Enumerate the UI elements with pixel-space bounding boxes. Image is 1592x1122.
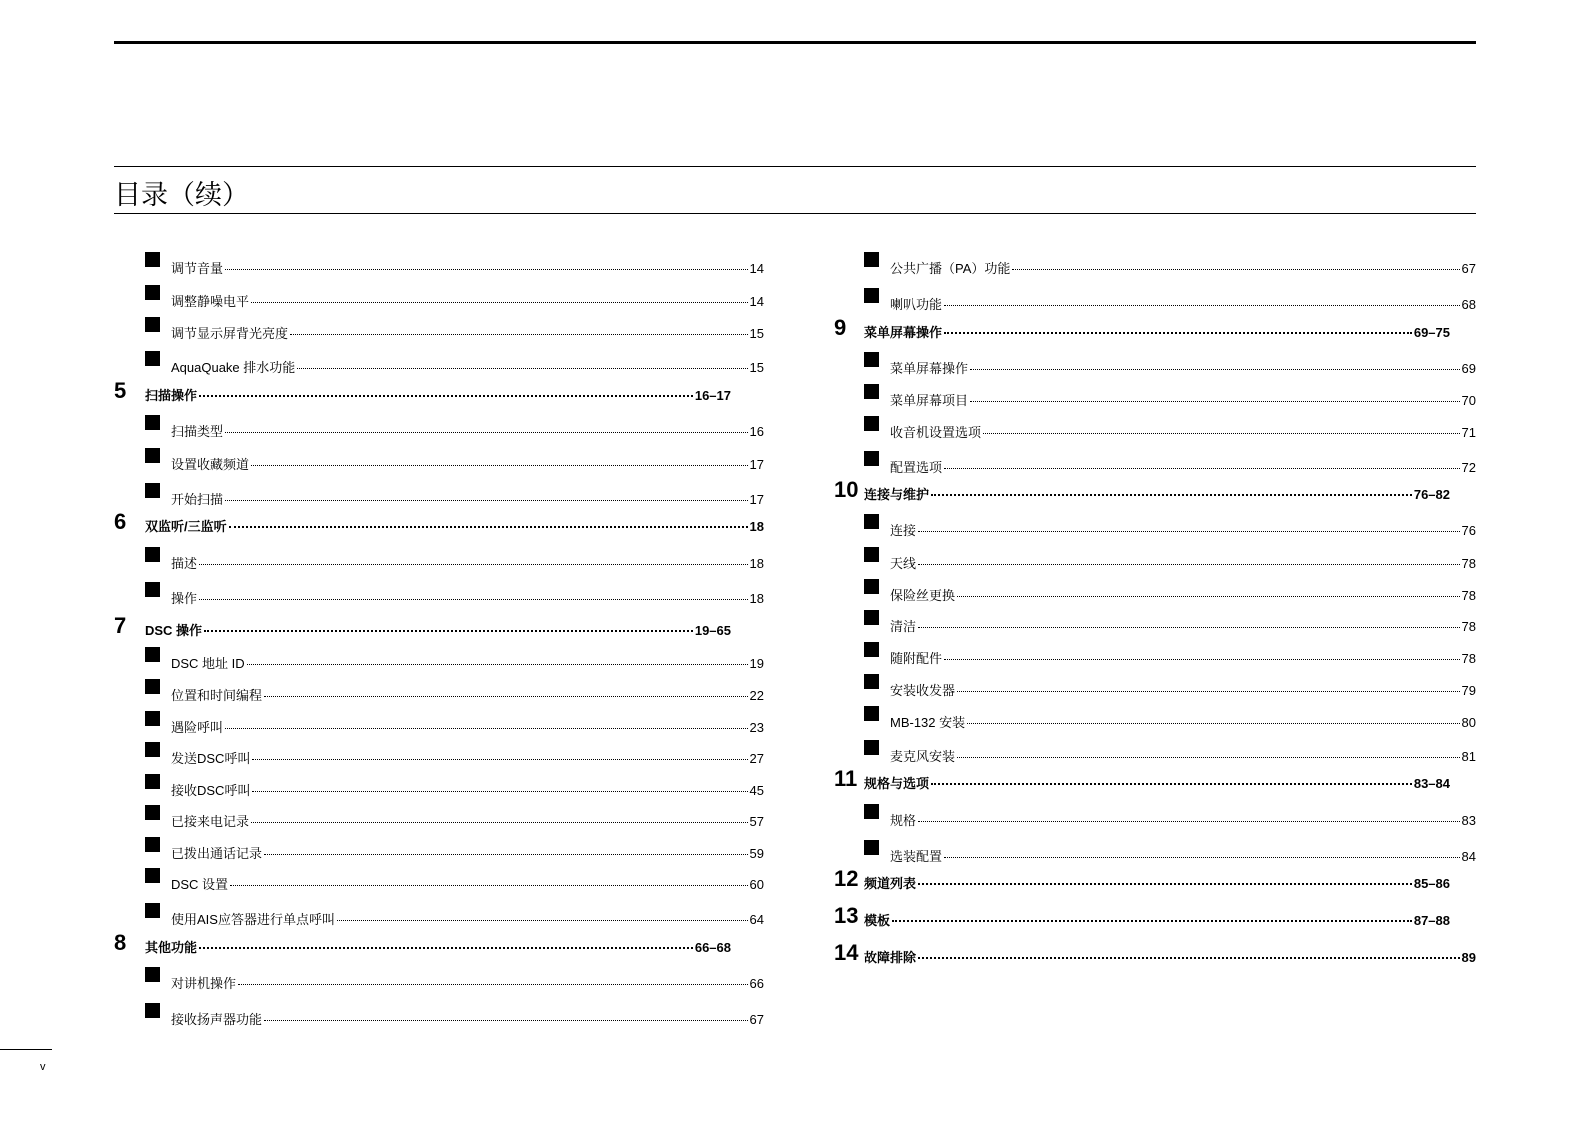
dot-leader — [918, 627, 1460, 628]
dot-leader — [251, 822, 748, 823]
dot-leader — [957, 691, 1460, 692]
section-number: 8 — [114, 930, 127, 955]
toc-item[interactable]: 菜单屏幕项目 70 — [890, 393, 1476, 408]
dot-leader — [199, 599, 748, 600]
toc-item[interactable]: 开始扫描 17 — [171, 492, 764, 507]
toc-item[interactable]: 收音机设置选项 71 — [890, 425, 1476, 440]
bullet-icon — [145, 774, 160, 789]
bullet-icon — [145, 647, 160, 662]
bullet-icon — [145, 679, 160, 694]
bullet-icon — [864, 706, 879, 721]
toc-item[interactable]: 遇险呼叫 23 — [171, 720, 764, 735]
toc-item[interactable]: 扫描类型 16 — [171, 424, 764, 439]
toc-item[interactable]: 配置选项 72 — [890, 460, 1476, 475]
toc-item[interactable]: 调节音量 14 — [171, 261, 764, 276]
bullet-icon — [145, 547, 160, 562]
bullet-icon — [145, 805, 160, 820]
toc-item[interactable]: 已拨出通话记录 59 — [171, 846, 764, 861]
toc-section[interactable]: 连接与维护 76–82 — [864, 487, 1450, 502]
dot-leader — [944, 468, 1460, 469]
dot-leader — [931, 494, 1412, 496]
dot-leader — [918, 821, 1460, 822]
dot-leader — [225, 432, 748, 433]
bullet-icon — [145, 448, 160, 463]
dot-leader — [983, 433, 1460, 434]
toc-item[interactable]: 调节显示屏背光亮度 15 — [171, 326, 764, 341]
bullet-icon — [864, 352, 879, 367]
bullet-icon — [145, 837, 160, 852]
toc-item[interactable]: 接收DSC呼叫 45 — [171, 783, 764, 798]
dot-leader — [918, 957, 1460, 959]
toc-section[interactable]: 故障排除 89 — [864, 950, 1476, 965]
toc-item[interactable]: 麦克风安装 81 — [890, 749, 1476, 764]
toc-item[interactable]: 规格 83 — [890, 813, 1476, 828]
dot-leader — [944, 857, 1460, 858]
bullet-icon — [864, 288, 879, 303]
footer-rule — [0, 1049, 52, 1050]
dot-leader — [247, 664, 748, 665]
bullet-icon — [145, 967, 160, 982]
dot-leader — [238, 984, 748, 985]
toc-item[interactable]: 天线 78 — [890, 556, 1476, 571]
dot-leader — [918, 564, 1460, 565]
toc-item[interactable]: DSC 地址 ID 19 — [171, 656, 764, 671]
toc-item[interactable]: 随附配件 78 — [890, 651, 1476, 666]
toc-item[interactable]: 菜单屏幕操作 69 — [890, 361, 1476, 376]
dot-leader — [970, 401, 1460, 402]
page-number: v — [40, 1061, 46, 1073]
dot-leader — [264, 696, 748, 697]
dot-leader — [264, 854, 748, 855]
toc-section[interactable]: 模板 87–88 — [864, 913, 1450, 928]
bullet-icon — [145, 742, 160, 757]
toc-section[interactable]: 频道列表 85–86 — [864, 876, 1450, 891]
bullet-icon — [864, 416, 879, 431]
bullet-icon — [864, 674, 879, 689]
dot-leader — [957, 596, 1460, 597]
dot-leader — [225, 269, 748, 270]
toc-item[interactable]: 设置收藏频道 17 — [171, 457, 764, 472]
toc-item[interactable]: 保险丝更换 78 — [890, 588, 1476, 603]
bullet-icon — [864, 740, 879, 755]
section-number: 11 — [834, 766, 858, 791]
dot-leader — [225, 728, 748, 729]
toc-item[interactable]: MB-132 安装 80 — [890, 715, 1476, 730]
bullet-icon — [145, 903, 160, 918]
top-rule — [114, 41, 1476, 44]
toc-item[interactable]: DSC 设置 60 — [171, 877, 764, 892]
section-number: 7 — [114, 613, 127, 638]
bullet-icon — [145, 285, 160, 300]
toc-item[interactable]: 选装配置 84 — [890, 849, 1476, 864]
dot-leader — [957, 757, 1460, 758]
dot-leader — [251, 302, 748, 303]
dot-leader — [252, 791, 747, 792]
bullet-icon — [145, 483, 160, 498]
bullet-icon — [145, 317, 160, 332]
page-title: 目录（续） — [114, 180, 249, 210]
dot-leader — [967, 723, 1459, 724]
dot-leader — [199, 564, 748, 565]
dot-leader — [225, 500, 748, 501]
toc-item[interactable]: 清洁 78 — [890, 619, 1476, 634]
dot-leader — [944, 305, 1460, 306]
bullet-icon — [145, 711, 160, 726]
dot-leader — [297, 368, 747, 369]
dot-leader — [337, 920, 748, 921]
bullet-icon — [864, 840, 879, 855]
toc-item[interactable]: 接收扬声器功能 67 — [171, 1012, 764, 1027]
bullet-icon — [145, 351, 160, 366]
bullet-icon — [145, 1003, 160, 1018]
section-number: 14 — [834, 940, 859, 965]
toc-item[interactable]: 安装收发器 79 — [890, 683, 1476, 698]
bullet-icon — [864, 610, 879, 625]
toc-item[interactable]: 操作 18 — [171, 591, 764, 606]
toc-section[interactable]: 扫描操作 16–17 — [145, 388, 731, 403]
dot-leader — [918, 531, 1460, 532]
toc-item[interactable]: 调整静噪电平 14 — [171, 294, 764, 309]
dot-leader — [230, 885, 747, 886]
bullet-icon — [864, 642, 879, 657]
dot-leader — [204, 630, 693, 632]
toc-item[interactable]: 喇叭功能 68 — [890, 297, 1476, 312]
bullet-icon — [864, 514, 879, 529]
dot-leader — [251, 465, 748, 466]
toc-item[interactable]: 位置和时间编程 22 — [171, 688, 764, 703]
dot-leader — [892, 920, 1412, 922]
bullet-icon — [864, 252, 879, 267]
header-rule — [114, 166, 1476, 167]
dot-leader — [931, 783, 1412, 785]
toc-item[interactable]: 已接来电记录 57 — [171, 814, 764, 829]
toc-item[interactable]: 公共广播（PA）功能 67 — [890, 261, 1476, 276]
bullet-icon — [145, 868, 160, 883]
bullet-icon — [864, 579, 879, 594]
toc-item[interactable]: 使用AIS应答器进行单点呼叫 64 — [171, 912, 764, 927]
toc-item[interactable]: 对讲机操作 66 — [171, 976, 764, 991]
section-number: 5 — [114, 378, 127, 403]
bullet-icon — [864, 451, 879, 466]
dot-leader — [264, 1020, 748, 1021]
toc-section[interactable]: 双监听/三监听 18 — [145, 519, 764, 534]
title-rule — [114, 213, 1476, 214]
dot-leader — [918, 883, 1412, 885]
toc-section[interactable]: 其他功能 66–68 — [145, 940, 731, 955]
dot-leader — [290, 334, 748, 335]
toc-item[interactable]: 描述 18 — [171, 556, 764, 571]
dot-leader — [199, 947, 693, 949]
section-number: 12 — [834, 866, 859, 891]
bullet-icon — [864, 804, 879, 819]
dot-leader — [252, 759, 747, 760]
section-number: 9 — [834, 315, 847, 340]
bullet-icon — [864, 384, 879, 399]
dot-leader — [944, 659, 1460, 660]
toc-section[interactable]: DSC 操作 19–65 — [145, 623, 731, 638]
section-number: 13 — [834, 903, 859, 928]
dot-leader — [199, 395, 693, 397]
bullet-icon — [145, 252, 160, 267]
toc-item[interactable]: 连接 76 — [890, 523, 1476, 538]
section-number: 10 — [834, 477, 859, 502]
toc-item[interactable]: 发送DSC呼叫 27 — [171, 751, 764, 766]
bullet-icon — [145, 415, 160, 430]
dot-leader — [1012, 269, 1459, 270]
section-number: 6 — [114, 509, 127, 534]
bullet-icon — [864, 547, 879, 562]
dot-leader — [229, 526, 748, 528]
toc-item[interactable]: AquaQuake 排水功能 15 — [171, 360, 764, 375]
dot-leader — [944, 332, 1412, 334]
toc-section[interactable]: 菜单屏幕操作 69–75 — [864, 325, 1450, 340]
bullet-icon — [145, 582, 160, 597]
dot-leader — [970, 369, 1460, 370]
toc-section[interactable]: 规格与选项 83–84 — [864, 776, 1450, 791]
